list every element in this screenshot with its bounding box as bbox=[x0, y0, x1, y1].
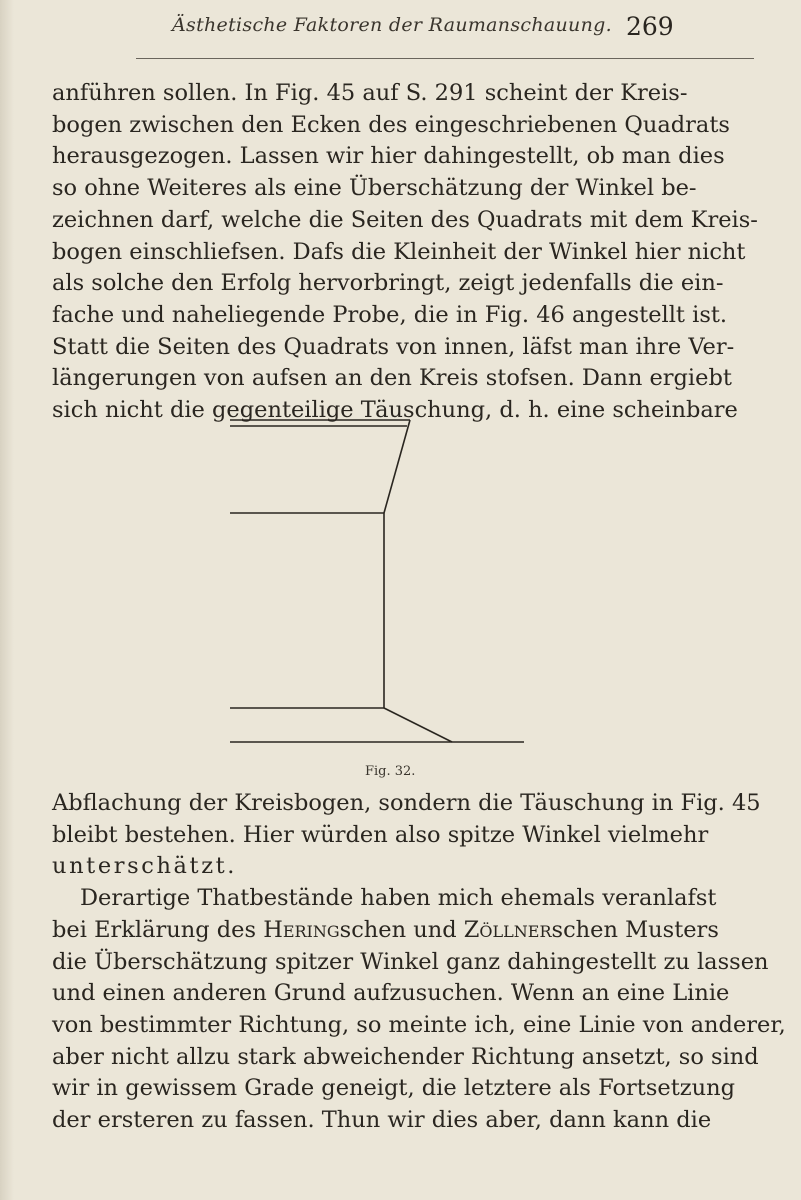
text-line: herausgezogen. Lassen wir hier dahingestellt, ob man dies bbox=[52, 143, 725, 170]
paragraph-2-3 bbox=[52, 788, 786, 1137]
text-line: als solche den Erfolg hervorbringt, zeigt jedenfalls die ein- bbox=[52, 270, 724, 297]
text-fragment: schen und bbox=[339, 916, 464, 943]
running-title: Ästhetische Faktoren der Raumanschauung. bbox=[172, 14, 612, 36]
text-line: Derartige Thatbestände haben mich ehemals veranlafst bbox=[80, 885, 717, 912]
text-line: bogen zwischen den Ecken des eingeschriebenen Quadrats bbox=[52, 111, 730, 138]
text-line: wir in gewissem Grade geneigt, die letztere als Fortsetzung bbox=[52, 1075, 735, 1102]
figure-32-drawing bbox=[212, 398, 542, 758]
text-line: von bestimmter Richtung, so meinte ich, eine Linie von anderer, bbox=[52, 1011, 786, 1038]
page-number: 269 bbox=[626, 12, 674, 41]
text-line-with-names bbox=[52, 915, 732, 947]
text-fragment: bei Erklärung des bbox=[52, 916, 264, 943]
author-name-hering: Hering bbox=[263, 916, 340, 943]
figure-line-lower-oblique bbox=[384, 708, 452, 742]
text-line: fache und naheliegende Probe, die in Fig. 46 angestellt ist. bbox=[52, 301, 728, 328]
figure-caption: Fig. 32. bbox=[365, 764, 416, 779]
emphasized-word: unterschätzt. bbox=[52, 853, 238, 880]
text-line: zeichnen darf, welche die Seiten des Quadrats mit dem Kreis- bbox=[52, 206, 758, 233]
paragraph-1 bbox=[52, 78, 758, 427]
page-header bbox=[0, 10, 801, 50]
text-line: sich nicht die gegenteilige Täuschung, d. h. eine scheinbare bbox=[52, 397, 738, 424]
text-line: der ersteren zu fassen. Thun wir dies aber, dann kann die bbox=[52, 1107, 712, 1134]
text-line: so ohne Weiteres als eine Überschätzung der Winkel be- bbox=[52, 175, 697, 202]
text-line: Abflachung der Kreisbogen, sondern die Täuschung in Fig. 45 bbox=[52, 790, 761, 816]
text-line: und einen anderen Grund aufzusuchen. Wenn an eine Linie bbox=[52, 980, 730, 1007]
text-fragment: schen Musters bbox=[551, 916, 719, 943]
text-line: bogen einschliefsen. Dafs die Kleinheit der Winkel hier nicht bbox=[52, 238, 746, 265]
text-line: Statt die Seiten des Quadrats von innen, läfst man ihre Ver- bbox=[52, 333, 735, 360]
header-rule bbox=[136, 58, 754, 59]
text-line: die Überschätzung spitzer Winkel ganz dahingestellt zu lassen bbox=[52, 948, 769, 975]
text-line: bleibt bestehen. Hier würden also spitze Winkel vielmehr bbox=[52, 821, 709, 848]
figure-line-upper-oblique bbox=[384, 420, 410, 513]
text-line: aber nicht allzu stark abweichender Richtung ansetzt, so sind bbox=[52, 1043, 759, 1070]
text-line: anführen sollen. In Fig. 45 auf S. 291 scheint der Kreis- bbox=[52, 80, 688, 106]
figure-32 bbox=[212, 398, 542, 758]
author-name-zoellner: Zöllner bbox=[463, 916, 552, 943]
text-line: längerungen von aufsen an den Kreis stofsen. Dann ergiebt bbox=[52, 365, 732, 392]
page-gutter-shadow bbox=[0, 0, 14, 1200]
